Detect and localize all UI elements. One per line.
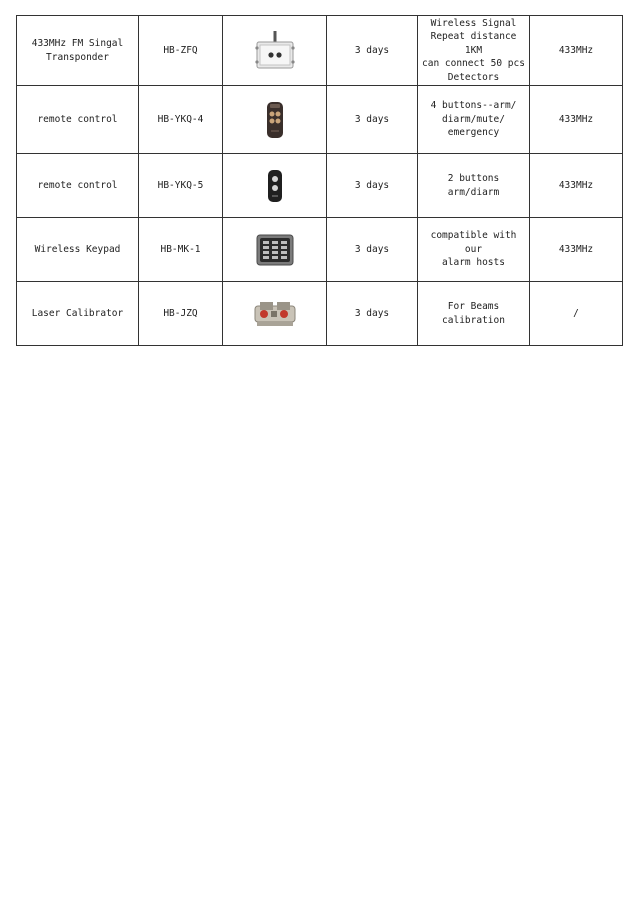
table-row (17, 282, 623, 346)
product-description: Wireless Signal Repeat distance 1KM can connect 50 pcs Detectors (418, 16, 530, 86)
product-image-cell (223, 218, 327, 282)
product-name: Wireless Keypad (17, 218, 139, 282)
product-name: Laser Calibrator (17, 282, 139, 346)
lead-time: 3 days (327, 218, 418, 282)
product-image-cell (223, 16, 327, 86)
product-description: 2 buttons arm/diarm (418, 154, 530, 218)
product-frequency: 433MHz (530, 154, 623, 218)
product-image-cell (223, 154, 327, 218)
table-row (17, 16, 623, 86)
product-model: HB-YKQ-4 (139, 86, 223, 154)
product-name: remote control (17, 86, 139, 154)
product-image-cell (223, 282, 327, 346)
product-model: HB-YKQ-5 (139, 154, 223, 218)
lead-time: 3 days (327, 86, 418, 154)
remote-control-2-button-icon (265, 168, 285, 204)
product-frequency: 433MHz (530, 86, 623, 154)
products-table (16, 15, 623, 346)
product-model: HB-JZQ (139, 282, 223, 346)
product-description: 4 buttons--arm/ diarm/mute/ emergency (418, 86, 530, 154)
product-frequency: 433MHz (530, 218, 623, 282)
product-name: 433MHz FM Singal Transponder (17, 16, 139, 86)
table-row (17, 86, 623, 154)
product-description: compatible with our alarm hosts (418, 218, 530, 282)
product-frequency: / (530, 282, 623, 346)
product-model: HB-MK-1 (139, 218, 223, 282)
laser-calibrator-icon (251, 296, 299, 332)
table-row (17, 154, 623, 218)
table-row (17, 218, 623, 282)
remote-control-4-button-icon (263, 100, 287, 140)
product-frequency: 433MHz (530, 16, 623, 86)
transponder-box-icon (252, 30, 298, 72)
product-name: remote control (17, 154, 139, 218)
lead-time: 3 days (327, 154, 418, 218)
keypad-icon (254, 232, 296, 268)
lead-time: 3 days (327, 16, 418, 86)
product-description: For Beams calibration (418, 282, 530, 346)
product-model: HB-ZFQ (139, 16, 223, 86)
lead-time: 3 days (327, 282, 418, 346)
product-image-cell (223, 86, 327, 154)
